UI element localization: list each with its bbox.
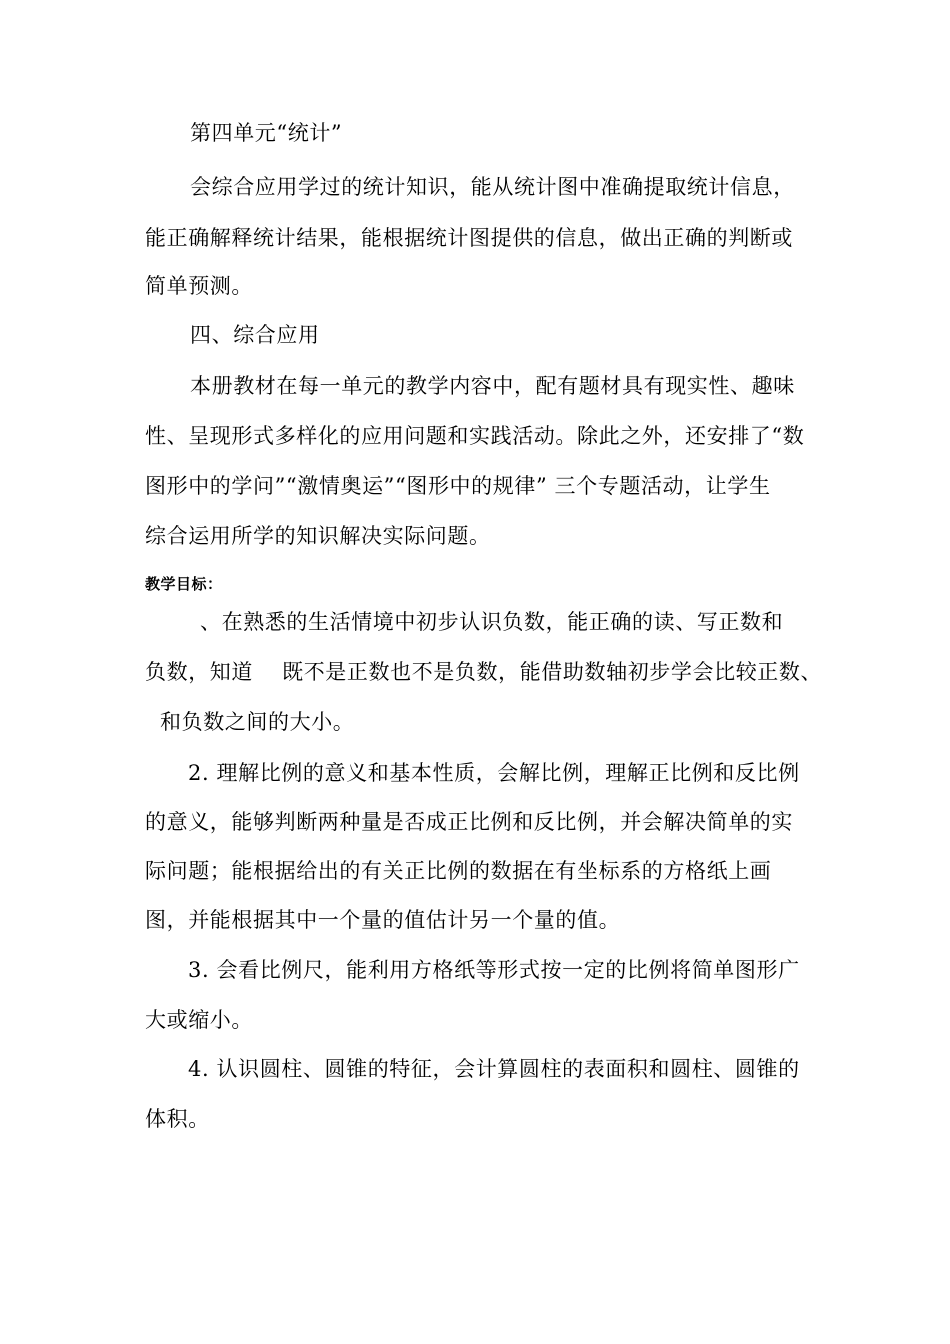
unit4-heading: 第四单元“统计” bbox=[190, 121, 343, 145]
comprehensive-para-line-3: 图形中的学问”“激情奥运”“图形中的规律” 三个专题活动，让学生 bbox=[145, 474, 771, 498]
objective-1-line-2: 负数，知道 既不是正数也不是负数，能借助数轴初步学会比较正数、 bbox=[145, 660, 823, 684]
objective-2-line-4: 图，并能根据其中一个量的值估计另一个量的值。 bbox=[145, 908, 621, 932]
unit4-para-line-2: 能正确解释统计结果，能根据统计图提供的信息，做出正确的判断或 bbox=[145, 226, 793, 250]
objective-3-line-1: 3. 会看比例尺，能利用方格纸等形式按一定的比例将简单图形广 bbox=[188, 958, 800, 982]
unit4-para-line-1: 会综合应用学过的统计知识，能从统计图中准确提取统计信息， bbox=[190, 175, 795, 199]
objective-2-line-3: 际问题；能根据给出的有关正比例的数据在有坐标系的方格纸上画 bbox=[145, 859, 772, 883]
objective-4-line-2: 体积。 bbox=[145, 1107, 210, 1131]
comprehensive-heading: 四、综合应用 bbox=[190, 323, 320, 347]
objective-1-line-3: 和负数之间的大小。 bbox=[160, 710, 355, 734]
comprehensive-para-line-4: 综合运用所学的知识解决实际问题。 bbox=[145, 524, 491, 548]
objective-2-line-2: 的意义，能够判断两种量是否成正比例和反比例，并会解决简单的实 bbox=[145, 810, 793, 834]
objective-4-line-1: 4. 认识圆柱、圆锥的特征，会计算圆柱的表面积和圆柱、圆锥的 bbox=[188, 1057, 800, 1081]
objective-2-line-1: 2. 理解比例的意义和基本性质，会解比例，理解正比例和反比例 bbox=[188, 761, 800, 785]
objective-3-line-2: 大或缩小。 bbox=[145, 1008, 253, 1032]
unit4-para-line-3: 简单预测。 bbox=[145, 274, 253, 298]
comprehensive-para-line-2: 性、呈现形式多样化的应用问题和实践活动。除此之外，还安排了“数 bbox=[145, 424, 805, 448]
objective-1-line-1: 、在熟悉的生活情境中初步认识负数，能正确的读、写正数和 bbox=[200, 610, 784, 634]
objectives-heading: 教学目标： bbox=[145, 575, 223, 593]
comprehensive-para-line-1: 本册教材在每一单元的教学内容中，配有题材具有现实性、趣味 bbox=[190, 374, 795, 398]
